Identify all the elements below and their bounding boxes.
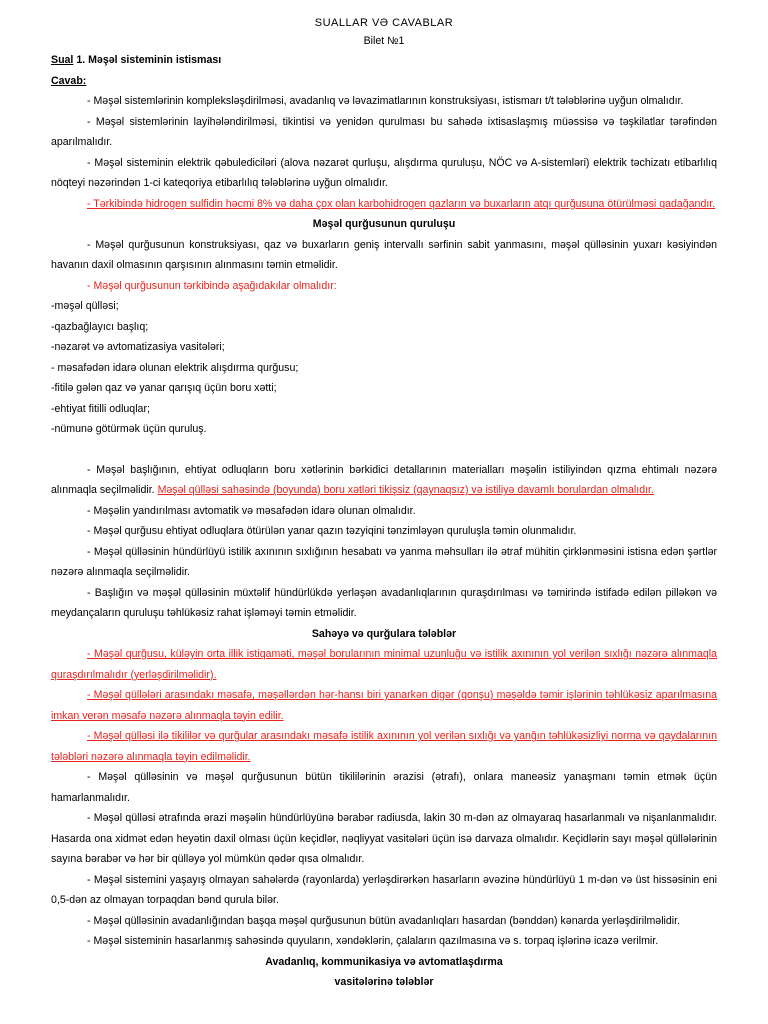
question-heading — [51, 50, 717, 71]
mixed-paragraph — [51, 460, 717, 501]
paragraph: - Məşəl qülləsinin hündürlüyü istilik axınının sıxlığının hesabatı və yanma məhsulları ilə ətraf mühitin çirklənməsini istisna edən şərtlər nəzərə alınmaqla seçilməlidir. — [51, 545, 717, 578]
paragraph: - Məşəl qülləsinin və məşəl qurğusunun bütün tikililərinin ərazisi (ətrafı), onlara maneəsiz yanaşmanı təmin etmək üçün hamarlanmalıdır. — [51, 771, 717, 804]
list-item: -nəzarət və avtomatizasiya vasitələri; — [51, 341, 225, 353]
red-paragraph — [51, 194, 717, 215]
list-item: -fitilə gələn qaz və yanar qarışıq üçün boru xətti; — [51, 382, 277, 394]
paragraph: - Məşəl sisteminin elektrik qəbulediciləri (alova nəzarət qurluşu, alışdırma qurulușu, NÖC və A-sistemləri) elektrik təchizatı etibarlılıq nöqteyi nəzərindən 1-ci kateqoriya etibarlılıq tələblərinə uyğun olmalıdır. — [51, 156, 717, 189]
list-item: -nümunə götürmək üçün quruluş. — [51, 423, 207, 435]
red-dash: - — [87, 197, 91, 210]
red-paragraph: - Məşəl qurğusunun tərkibində aşağıdakılar olmalıdır: — [87, 279, 337, 292]
section-heading: Sahəyə və qurğulara tələblər — [311, 627, 457, 640]
red-paragraph: - Məşəl qülləsi ilə tikililər və qurğular arasındakı məsafə istilik axınının yol verilən sıxlığı və yanğın təhlükəsizliyi norma və qaydalarının tələbləri nəzərə alınmaqla təyin edilməlidir. — [51, 730, 717, 763]
spacer — [51, 440, 717, 460]
ticket-number: Bilet №1 — [363, 35, 405, 47]
list-item: - məsafədən idarə olunan elektrik alışdırma qurğusu; — [51, 361, 299, 374]
paragraph: - Məşəlin yandırılması avtomatik və məsafədən idarə olunan olmalıdır. — [87, 504, 416, 517]
red-text: Tərkibində hidrogen sulfidin həcmi 8% və daha çox olan karbohidrogen qazların və buxarların atqı qurğusuna ötürülməsi qadağandır. — [90, 197, 716, 210]
component-list — [51, 296, 717, 440]
paragraph: - Məşəl sisteminin hasarlanmış sahəsində quyuların, xəndəklərin, çalaların qazılmasına və s. torpaq işlərinə icazə verilmir. — [87, 935, 659, 947]
paragraph: - Məşəl qurğusu ehtiyat odluqlara ötürülən yanar qazın təzyiqini tənzimləyən quruluşla təmin olunmalıdır. — [87, 525, 577, 537]
question-text: 1. Məşəl sisteminin istisması — [73, 54, 222, 66]
mixed-black-text: - Məşəl başlığının, ehtiyat odluqların boru xətlərinin bərkidici detallarının materialları məşəlin istiliyindən qızma ehtimalı nəzərə alınmaqla seçilməlidir. — [51, 463, 717, 496]
list-item: -qazbağlayıcı başlıq; — [51, 320, 149, 333]
section-heading: Avadanlıq, kommunikasiya və avtomatlaşdırma — [265, 955, 503, 968]
paragraph: - Başlığın və məşəl qülləsinin müxtəlif hündürlükdə yerləşən avadanlıqlarının quraşdırılması və təmirində istifadə edilən pilləkən və meydançaların quruluşu təhlükəsiz rahat işləməyi təmin etməlidir. — [51, 586, 717, 619]
question-label: Sual — [51, 54, 74, 66]
section-heading-continued: vasitələrinə tələblər — [334, 976, 434, 988]
list-item: -ehtiyat fitilli odluqlar; — [51, 402, 150, 415]
paragraph: - Məşəl sistemlərinin layihələndirilməsi, tikintisi və yenidən qurulması bu sahədə ixtisaslaşmış müəssisə və təşkilatlar tərəfindən aparılmalıdır. — [51, 115, 717, 148]
paragraph: - Məşəl qülləsi ətrafında ərazi məşəlin hündürlüyünə bərabər radiusda, lakin 30 m-dən az olmayaraq hasarlanmalı və nişanlanmalıdır. Hasarda ona xidmət edən heyətin daxil olması üçün keçidlər, nəqliyyat vasitələri üçün isə darvaza olmalıdır. Keçidlərin sayı məşəl qüllələrinin sayına bərabər və hər bir qülləyə yol mümkün qədər qısa olmalıdır. — [51, 812, 717, 865]
answer-label: Cavab: — [51, 74, 87, 87]
paragraph: - Məşəl qurğusunun konstruksiyası, qaz və buxarların geniş intervallı sərfinin sabit yanmasını, məşəl qülləsinin yuxarı kəsiyindən havanın daxil olmasının qarşısının alınmasını təmin etməlidir. — [51, 238, 717, 271]
paragraph: - Məşəl sistemini yaşayış olmayan sahələrdə (rayonlarda) yerləşdirərkən hasarların əvəzinə hündürlüyü 1 m-dən və üst hissəsinin eni 0,5-dən az olmayan torpaqdan bənd qurula bilər. — [51, 873, 717, 906]
red-paragraph: - Məşəl qurğusu, küləyin orta illik istiqaməti, məşəl borularının minimal uzunluğu və istilik axınının yol verilən sıxlığı nəzərə alınmaqla quraşdırılmalıdır (yerləşdirilməlidir). — [51, 648, 717, 681]
paragraph: - Məşəl qülləsinin avadanlığından başqa məşəl qurğusunun bütün avadanlıqları hasardan (bənddən) kənarda yerləşdirilməlidir. — [87, 914, 681, 927]
mixed-red-text: Məşəl qülləsi sahəsində (boyunda) boru xətləri tikişsiz (qaynaqsız) və istiliyə davamlı borulardan olmalıdır. — [157, 484, 654, 496]
list-item: -məşəl qülləsi; — [51, 300, 119, 312]
red-paragraph: - Məşəl qüllələri arasındakı məsafə, məşəllərdən hər-hansı biri yanarkən digər (qonşu) məşəldə təmir işlərinin təhlükəsiz aparılmasına imkan verən məsafə nəzərə alınmaqla təyin edilir. — [51, 689, 717, 722]
paragraph: - Məşəl sistemlərinin kompleksləşdirilməsi, avadanlıq və ləvazimatlarının konstruksiyası, istismarı t/t tələblərinə uyğun olmalıdır. — [87, 95, 684, 107]
section-heading: Məşəl qurğusunun quruluşu — [312, 218, 456, 230]
document-title: SUALLAR VƏ CAVABLAR — [314, 17, 454, 29]
